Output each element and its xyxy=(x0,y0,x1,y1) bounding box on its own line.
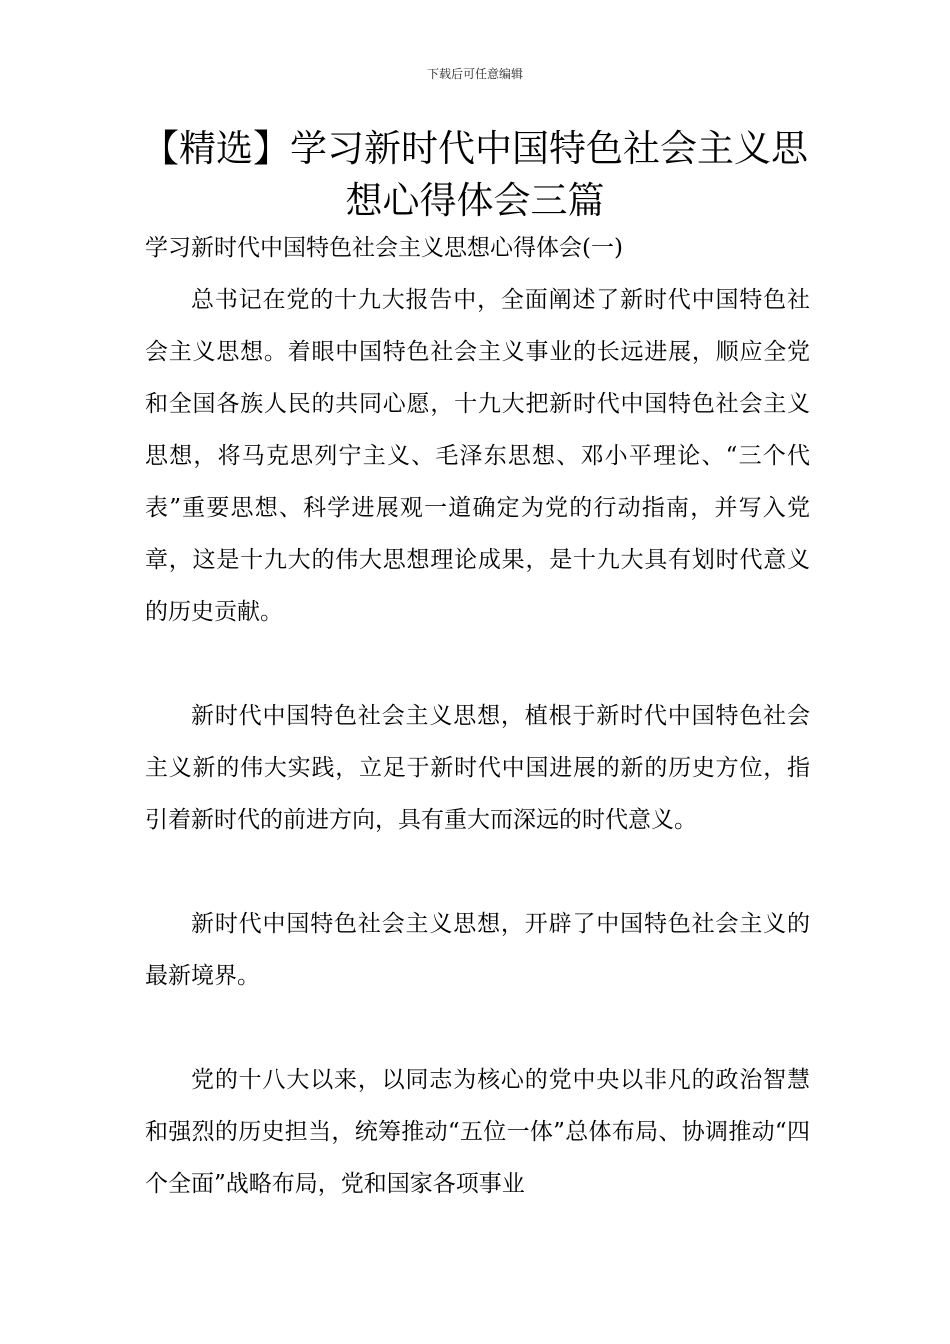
paragraph-3: 新时代中国特色社会主义思想，开辟了中国特色社会主义的最新境界。 xyxy=(145,911,810,989)
paragraph-4: 党的十八大以来，以同志为核心的党中央以非凡的政治智慧和强烈的历史担当，统筹推动“五位一体”总体布局、协调推动“四个全面”战略布局，党和国家各项事业 xyxy=(145,1067,810,1197)
paragraph-1: 总书记在党的十九大报告中，全面阐述了新时代中国特色社会主义思想。着眼中国特色社会主义事业的长远进展，顺应全党和全国各族人民的共同心愿，十九大把新时代中国特色社会主义思想，将马克思列宁主义、毛泽东思想、邓小平理论、“三个代表”重要思想、科学进展观一道确定为党的行动指南，并写入党章，这是十九大的伟大思想理论成果，是十九大具有划时代意义的历史贡献。 xyxy=(145,287,810,625)
header-note: 下载后可任意编辑 xyxy=(426,67,523,81)
section-subtitle: 学习新时代中国特色社会主义思想心得体会(一) xyxy=(145,235,623,261)
document-title: 【精选】学习新时代中国特色社会主义思想心得体会三篇 xyxy=(142,127,808,222)
paragraph-2: 新时代中国特色社会主义思想，植根于新时代中国特色社会主义新的伟大实践，立足于新时代中国进展的新的历史方位，指引着新时代的前进方向，具有重大而深远的时代意义。 xyxy=(145,703,810,833)
document-body xyxy=(145,222,810,1210)
